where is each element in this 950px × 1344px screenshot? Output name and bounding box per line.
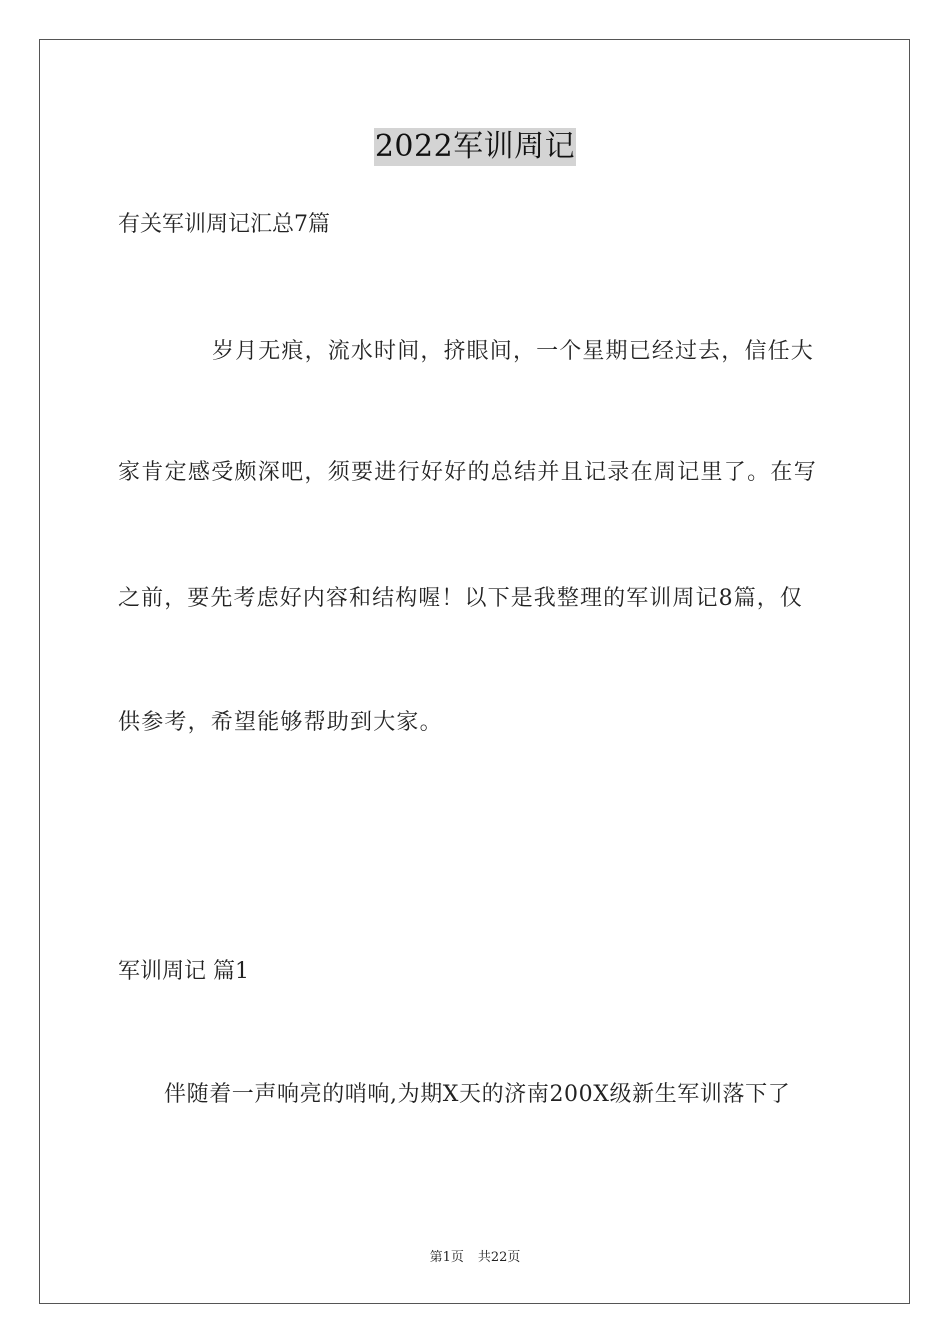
section-paragraph-line: 伴随着一声响亮的哨响,为期X天的济南200X级新生军训落下了 (164, 1082, 791, 1107)
page-total: 共22页 (477, 1250, 521, 1265)
page-number: 第1页 (429, 1250, 464, 1265)
intro-paragraph-line: 供参考，希望能够帮助到大家。 (118, 710, 443, 735)
document-title: 2022军训周记 (374, 129, 576, 164)
document-subtitle: 有关军训周记汇总7篇 (118, 212, 330, 237)
title-container (0, 128, 950, 166)
intro-paragraph-line: 之前，要先考虑好内容和结构喔！以下是我整理的军训周记8篇，仅 (118, 586, 803, 611)
section-heading: 军训周记 篇1 (118, 959, 249, 984)
intro-paragraph-line: 家肯定感受颇深吧，须要进行好好的总结并且记录在周记里了。在写 (118, 460, 818, 485)
page-footer (0, 1249, 950, 1267)
intro-paragraph-line: 岁月无痕，流水时间，挤眼间，一个星期已经过去，信任大 (212, 339, 814, 364)
